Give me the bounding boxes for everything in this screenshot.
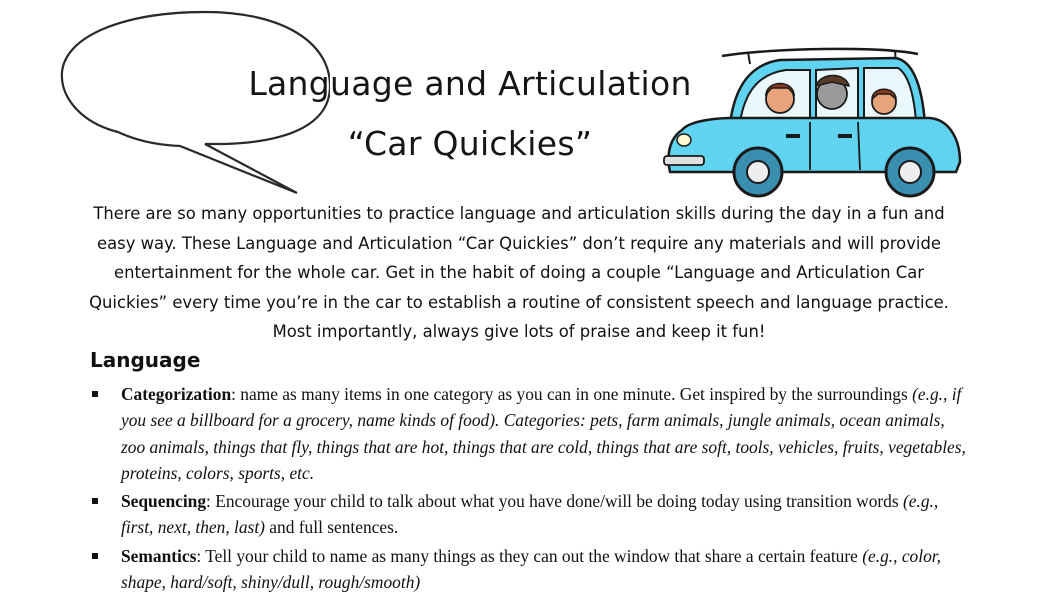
item-after: and full sentences. xyxy=(264,517,399,538)
bullet-icon xyxy=(92,498,98,504)
bullet-icon xyxy=(92,553,98,559)
item-text: : Encourage your child to talk about what you have done/will be doing today using transition words xyxy=(206,491,903,512)
list-item xyxy=(90,543,970,596)
list-item xyxy=(90,488,970,541)
section-heading-language: Language xyxy=(90,348,201,372)
intro-paragraph: There are so many opportunities to practice language and articulation skills during the day in a fun and easy way. These Language and Articulation “Car Quickies” don’t require any materials and will provide entertainment for the whole car. Get in the habit of doing a couple “Language and Articulation Car Quickies” every time you’re in the car to establish a routine of consistent speech and language practice. Most importantly, always give lots of praise and keep it fun! xyxy=(89,204,949,341)
language-activity-list xyxy=(90,381,970,597)
item-term: Categorization xyxy=(121,384,232,404)
item-example: (e.g., if you see a billboard for a grocery, name kinds of food). Categories: pets, farm animals, jungle animals, ocean animals, zoo animals, things that fly, things that are hot, things that are cold, things that are soft, tools, vehicles, fruits, vegetables, proteins, colors, sports, etc. xyxy=(121,384,966,483)
bullet-icon xyxy=(92,391,98,397)
item-text: : Tell your child to name as many things as they can out the window that share a certain feature xyxy=(196,545,863,566)
item-example: (e.g., color, shape, hard/soft, shiny/dull, rough/smooth) xyxy=(121,545,941,593)
item-example: (e.g., first, next, then, last) xyxy=(121,491,939,538)
item-term: Sequencing xyxy=(121,491,207,512)
page-title: Language and Articulation xyxy=(248,64,692,103)
page-subtitle: “Car Quickies” xyxy=(347,124,593,163)
item-text: : name as many items in one category as you can in one minute. Get inspired by the surroundings xyxy=(231,384,913,404)
list-item xyxy=(90,381,970,486)
item-term: Semantics xyxy=(121,545,197,566)
